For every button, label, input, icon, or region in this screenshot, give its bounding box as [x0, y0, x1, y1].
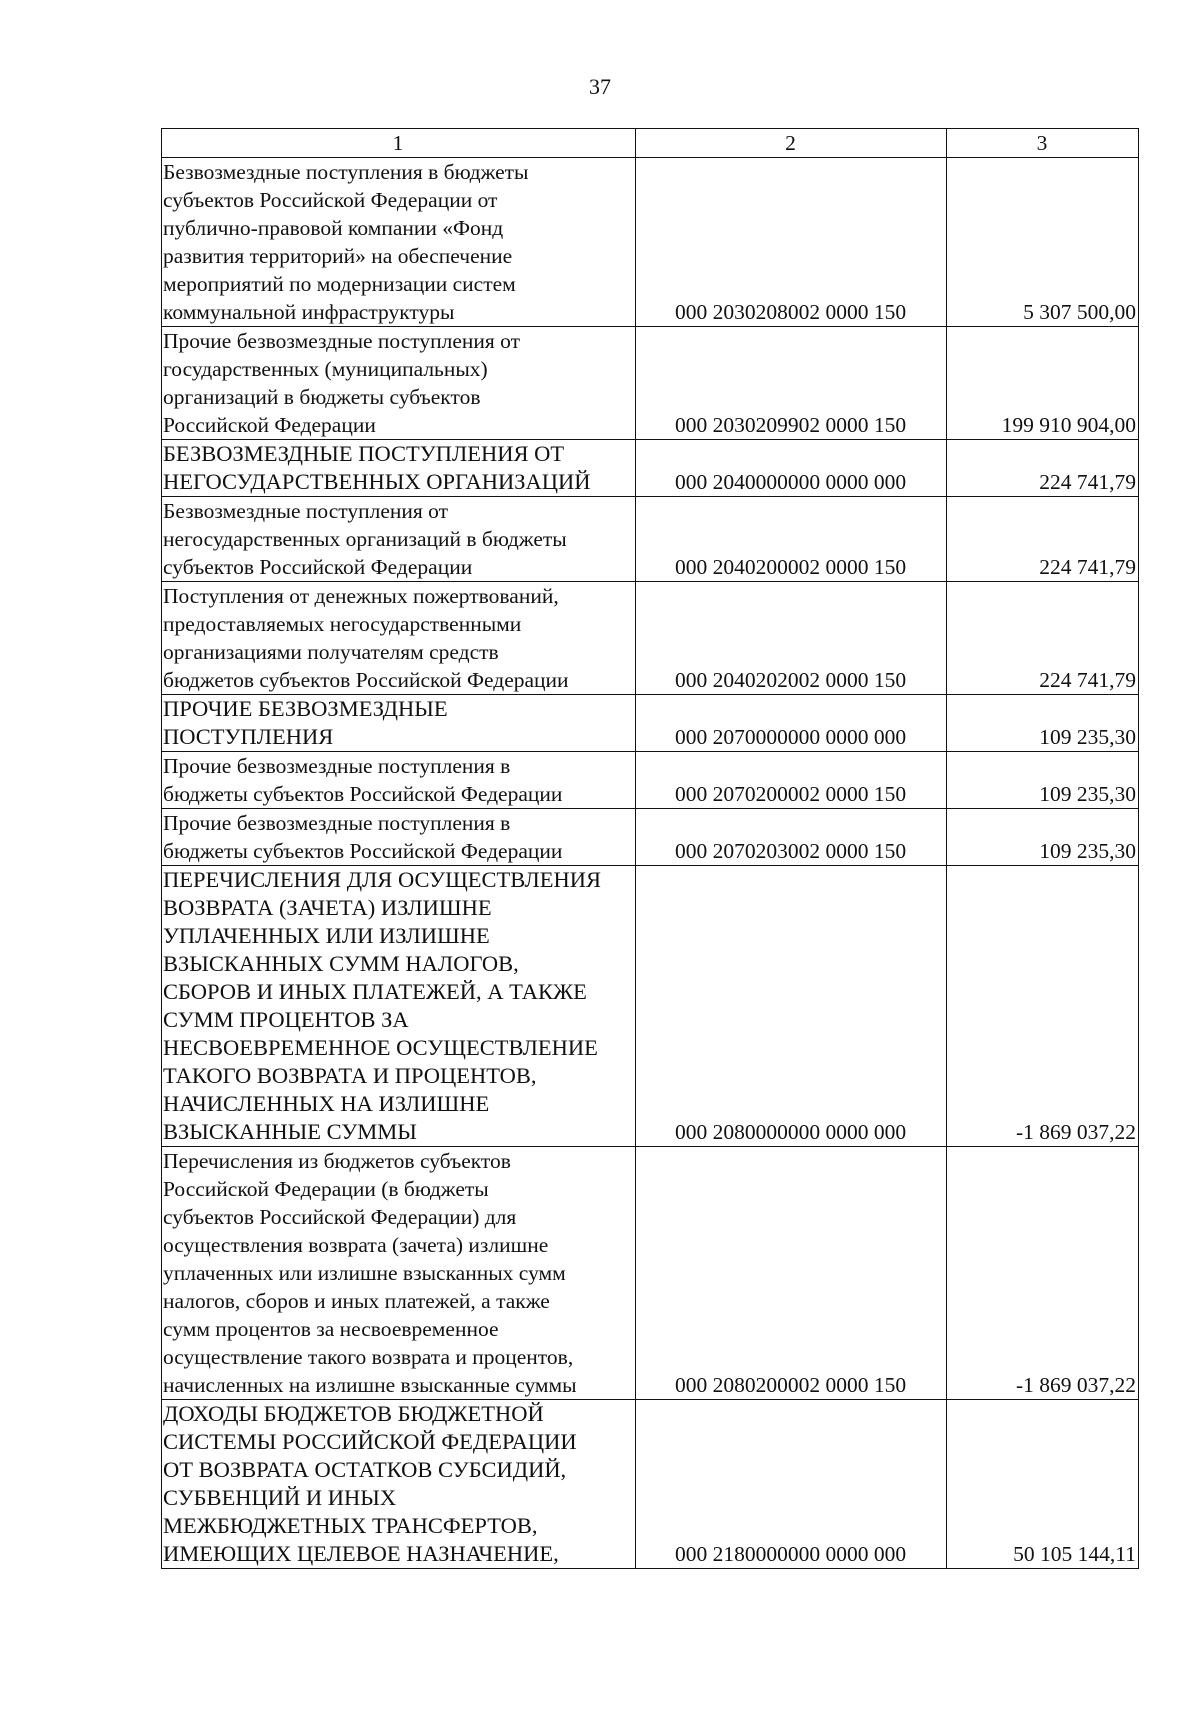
header-col-2: 2 [636, 129, 947, 158]
table-row [162, 158, 1139, 327]
table-row [162, 497, 1139, 582]
row-name: ДОХОДЫ БЮДЖЕТОВ БЮДЖЕТНОЙ СИСТЕМЫ РОССИЙСКОЙ ФЕДЕРАЦИИ ОТ ВОЗВРАТА ОСТАТКОВ СУБСИДИЙ, СУБВЕНЦИЙ И ИНЫХ МЕЖБЮДЖЕТНЫХ ТРАНСФЕРТОВ, ИМЕЮЩИХ ЦЕЛЕВОЕ НАЗНАЧЕНИЕ, [162, 1400, 636, 1569]
row-code: 000 2080200002 0000 150 [636, 1147, 947, 1400]
row-amount: -1 869 037,22 [947, 1147, 1139, 1400]
table-body [162, 158, 1139, 1569]
row-name: ПЕРЕЧИСЛЕНИЯ ДЛЯ ОСУЩЕСТВЛЕНИЯ ВОЗВРАТА (ЗАЧЕТА) ИЗЛИШНЕ УПЛАЧЕННЫХ ИЛИ ИЗЛИШНЕ ВЗЫСКАННЫХ СУММ НАЛОГОВ, СБОРОВ И ИНЫХ ПЛАТЕЖЕЙ, А ТАКЖЕ СУММ ПРОЦЕНТОВ ЗА НЕСВОЕВРЕМЕННОЕ ОСУЩЕСТВЛЕНИЕ ТАКОГО ВОЗВРАТА И ПРОЦЕНТОВ, НАЧИСЛЕННЫХ НА ИЗЛИШНЕ ВЗЫСКАННЫЕ СУММЫ [162, 866, 636, 1147]
row-name: Поступления от денежных пожертвований, предоставляемых негосударственными организациями получателям средств бюджетов субъектов Российской Федерации [162, 582, 636, 695]
row-amount: -1 869 037,22 [947, 866, 1139, 1147]
table-row [162, 809, 1139, 866]
row-name: Безвозмездные поступления от негосударственных организаций в бюджеты субъектов Российской Федерации [162, 497, 636, 582]
row-amount: 109 235,30 [947, 809, 1139, 866]
table-row [162, 695, 1139, 752]
row-code: 000 2070000000 0000 000 [636, 695, 947, 752]
row-name: ПРОЧИЕ БЕЗВОЗМЕЗДНЫЕ ПОСТУПЛЕНИЯ [162, 695, 636, 752]
header-row [162, 129, 1139, 158]
row-name: БЕЗВОЗМЕЗДНЫЕ ПОСТУПЛЕНИЯ ОТ НЕГОСУДАРСТВЕННЫХ ОРГАНИЗАЦИЙ [162, 440, 636, 497]
row-amount: 50 105 144,11 [947, 1400, 1139, 1569]
header-col-1: 1 [162, 129, 636, 158]
row-amount: 5 307 500,00 [947, 158, 1139, 327]
row-amount: 109 235,30 [947, 752, 1139, 809]
row-amount: 224 741,79 [947, 582, 1139, 695]
row-amount: 224 741,79 [947, 497, 1139, 582]
table-row [162, 327, 1139, 440]
row-code: 000 2040200002 0000 150 [636, 497, 947, 582]
row-amount: 109 235,30 [947, 695, 1139, 752]
row-code: 000 2030209902 0000 150 [636, 327, 947, 440]
row-code: 000 2070200002 0000 150 [636, 752, 947, 809]
row-amount: 199 910 904,00 [947, 327, 1139, 440]
row-name: Перечисления из бюджетов субъектов Российской Федерации (в бюджеты субъектов Российской Федерации) для осуществления возврата (зачета) излишне уплаченных или излишне взысканных сумм налогов, сборов и иных платежей, а также сумм процентов за несвоевременное осуществление такого возврата и процентов, начисленных на излишне взысканные суммы [162, 1147, 636, 1400]
row-amount: 224 741,79 [947, 440, 1139, 497]
table-row [162, 582, 1139, 695]
row-code: 000 2180000000 0000 000 [636, 1400, 947, 1569]
table-row [162, 1400, 1139, 1569]
row-code: 000 2040202002 0000 150 [636, 582, 947, 695]
row-code: 000 2080000000 0000 000 [636, 866, 947, 1147]
row-name: Прочие безвозмездные поступления в бюджеты субъектов Российской Федерации [162, 752, 636, 809]
table-row [162, 752, 1139, 809]
row-name: Прочие безвозмездные поступления в бюджеты субъектов Российской Федерации [162, 809, 636, 866]
table-row [162, 866, 1139, 1147]
table-row [162, 440, 1139, 497]
header-col-3: 3 [947, 129, 1139, 158]
row-code: 000 2040000000 0000 000 [636, 440, 947, 497]
table-row [162, 1147, 1139, 1400]
page-number: 37 [589, 74, 611, 99]
row-name: Безвозмездные поступления в бюджеты субъектов Российской Федерации от публично-правовой компании «Фонд развития территорий» на обеспечение мероприятий по модернизации систем коммунальной инфраструктуры [162, 158, 636, 327]
row-code: 000 2030208002 0000 150 [636, 158, 947, 327]
row-code: 000 2070203002 0000 150 [636, 809, 947, 866]
row-name: Прочие безвозмездные поступления от государственных (муниципальных) организаций в бюджеты субъектов Российской Федерации [162, 327, 636, 440]
revenue-table [161, 128, 1139, 1569]
